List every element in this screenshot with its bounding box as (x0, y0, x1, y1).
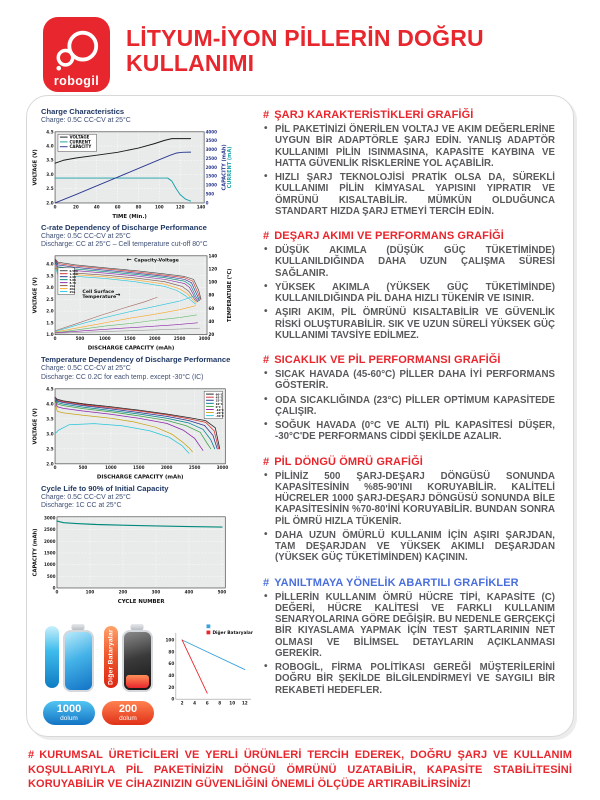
svg-text:25°C: 25°C (215, 399, 223, 403)
svg-text:20: 20 (168, 685, 175, 691)
svg-text:500: 500 (75, 336, 85, 342)
svg-text:Diğer Bataryalar: Diğer Bataryalar (212, 630, 253, 636)
svg-text:TIME (Min.): TIME (Min.) (112, 213, 147, 219)
svg-text:2500: 2500 (173, 336, 186, 342)
svg-text:40: 40 (168, 673, 175, 679)
chart-title: Charge Characteristics (41, 107, 125, 116)
bullet-item: • DÜŞÜK AKIMLA (DÜŞÜK GÜÇ TÜKETİMİNDE) KULLANILDIĞINDA DAHA UZUN ÇALIŞMA SÜRESİ SAĞLANIR. (263, 245, 555, 279)
svg-text:CAPACITY (mAh): CAPACITY (mAh) (221, 143, 228, 191)
header (0, 0, 600, 95)
svg-text:CURRENT (mA): CURRENT (mA) (227, 146, 233, 188)
svg-text:1.0: 1.0 (46, 332, 54, 338)
svg-text:80: 80 (208, 292, 215, 298)
svg-text:15A: 15A (69, 285, 76, 289)
svg-text:12: 12 (241, 701, 248, 707)
svg-text:140: 140 (196, 203, 206, 209)
svg-text:3000: 3000 (44, 515, 56, 521)
svg-text:VOLTAGE: VOLTAGE (69, 134, 90, 140)
svg-text:2500: 2500 (205, 155, 218, 161)
svg-text:CYCLE NUMBER: CYCLE NUMBER (117, 599, 165, 605)
svg-text:10°C: 10°C (215, 402, 223, 406)
bullet-item: • PİLİNİZ 500 ŞARJ-DEŞARJ DÖNGÜSÜ SONUNDA KAPASİTESİNİN %85-90'INI KORUYABİLİR. KALİTELİ HÜCRELER 1000 ŞARJ-DEŞARJ DÖNGÜSÜ SONUNDA BİLE KAPASİTESİNİN %70-80'İNİ KORUYABİLİR. BUNDAN SONRA PİL ÖMRÜ HIZLA TÜKENİR. (263, 471, 555, 527)
svg-text:500: 500 (78, 464, 88, 470)
svg-text:1000: 1000 (105, 464, 117, 470)
chart-subtitle: Charge: 0.5C CC-CV at 25°C (41, 232, 131, 240)
crate-discharge-chart (31, 251, 233, 351)
full-battery-illustration (63, 630, 94, 692)
svg-text:60: 60 (208, 306, 215, 312)
svg-text:500: 500 (217, 589, 227, 595)
svg-text:60: 60 (114, 203, 121, 209)
svg-text:Cell Surface: Cell Surface (82, 290, 115, 296)
svg-text:25A: 25A (69, 291, 76, 295)
svg-text:0.58A: 0.58A (69, 270, 78, 274)
svg-text:DISCHARGE CAPACITY (mAh): DISCHARGE CAPACITY (mAh) (87, 345, 175, 352)
svg-text:0: 0 (53, 464, 57, 470)
svg-text:CAPACITY: CAPACITY (69, 143, 92, 149)
svg-text:VOLTAGE (V): VOLTAGE (V) (32, 277, 39, 314)
svg-text:200: 200 (118, 589, 128, 595)
chart-subtitle: Charge: 0.5C CC-CV at 25°C (41, 116, 131, 124)
svg-text:2500: 2500 (188, 464, 201, 470)
charts-column (31, 102, 255, 730)
svg-text:400: 400 (184, 589, 194, 595)
svg-text:20: 20 (208, 332, 215, 338)
svg-text:1.45A: 1.45A (69, 273, 78, 277)
svg-text:20: 20 (73, 203, 79, 209)
text-column (255, 102, 563, 730)
charge-characteristics-chart (31, 127, 233, 219)
svg-text:3000: 3000 (198, 336, 211, 342)
svg-text:4000: 4000 (205, 128, 218, 134)
chart-subtitle: Charge: 0.5C CC-CV at 25°C (41, 365, 131, 372)
svg-text:3.5: 3.5 (46, 273, 54, 279)
svg-text:3.0: 3.0 (46, 430, 54, 436)
svg-text:8: 8 (218, 701, 222, 707)
section-heading: # SICAKLIK VE PİL PERFORMANSI GRAFİĞİ (263, 354, 501, 366)
cycle-badge-200: 200 dolum (102, 701, 154, 725)
section-yaniltici-grafikler (263, 577, 555, 696)
section-sarj-karakteristikleri (263, 109, 555, 217)
svg-text:3000: 3000 (216, 464, 229, 470)
svg-text:1000: 1000 (44, 562, 56, 568)
svg-text:100: 100 (154, 203, 164, 209)
bullet-item: • YÜKSEK AKIMLA (YÜKSEK GÜÇ TÜKETİMİNDE) KULLANILDIĞINDA PİL DAHA HIZLI TÜKENİR VE ISINIR. (263, 282, 555, 305)
svg-text:500: 500 (205, 191, 215, 197)
robogil-logo (43, 17, 110, 92)
svg-text:20A: 20A (69, 288, 76, 292)
footer-note: # KURUMSAL ÜRETİCİLERİ VE YERLİ ÜRÜNLERİ TERCİH EDEREK, DOĞRU ŞARJ VE KULLANIM KOŞULLARIYLA PİL PAKETİNİZİN DÖNGÜ ÖMRÜNÜ UZATABİLİR, KAPASİTE STABİLİTESİNİ KORUYABİLİR VE CİHAZINIZIN GÜVENLİĞİNİ ÖNEMLİ ÖLÇÜDE ARTIRABİLİRSİNİZ! (28, 749, 572, 791)
svg-text:CAPACITY (mAh): CAPACITY (mAh) (32, 528, 39, 577)
svg-text:2.5: 2.5 (46, 185, 54, 191)
svg-text:-20°C: -20°C (215, 411, 224, 415)
svg-text:2.5: 2.5 (46, 297, 54, 303)
svg-text:3500: 3500 (205, 137, 218, 143)
svg-text:3.0: 3.0 (46, 171, 54, 177)
bullet-item: • PİL PAKETİNİZİ ÖNERİLEN VOLTAJ VE AKIM DEĞERLERİNE UYGUN BİR ADAPTÖRLE ŞARJ EDİN. YANLIŞ ADAPTÖR KULLANIMI PİLİN ISINMASINA, KAPASİTE KAYBINA VE HATTA GÜVENLİK RİSKLERİNE YOL AÇABİLİR. (263, 124, 555, 169)
svg-text:VOLTAGE (V): VOLTAGE (V) (32, 148, 39, 186)
bullet-item: • AŞIRI AKIM, PİL ÖMRÜNÜ KISALTABİLİR VE GÜVENLİK RİSKİ OLUŞTURABİLİR. SIK VE UZUN SÜRELİ YÜKSEK GÜÇ KULLANIMI TAVSİYE EDİLMEZ. (263, 307, 555, 341)
section-heading: # PİL DÖNGÜ ÖMRÜ GRAFİĞİ (263, 455, 423, 468)
svg-text:1500: 1500 (205, 173, 218, 179)
cycle-badge-1000: 1000 dolum (43, 701, 95, 725)
svg-text:4.5: 4.5 (46, 128, 54, 134)
svg-text:2.9A: 2.9A (69, 276, 77, 280)
chart-title: Cycle Life to 90% of Initial Capacity (41, 483, 169, 493)
battery-comparison-graphic (31, 609, 255, 725)
bullet-item: • ROBOGİL, FİRMA POLİTİKASI GEREĞİ MÜŞTERİLERİNİ DOĞRU BİR ŞEKİLDE BİLGİLENDİRMEYİ VE SAYGILI BİR REKABETİ HEDEFLER. (263, 662, 555, 696)
svg-text:CURRENT: CURRENT (69, 138, 91, 144)
section-heading: # YANILTMAYA YÖNELİK ABARTILI GRAFİKLER (263, 576, 519, 589)
svg-text:500: 500 (46, 573, 56, 579)
svg-text:TEMPERATURE (°C): TEMPERATURE (°C) (227, 268, 233, 323)
svg-text:2: 2 (180, 701, 184, 707)
bullet-item: • SOĞUK HAVADA (0°C VE ALTI) PİL KAPASİTESİ DÜŞER, -30°C'DE PERFORMANS CİDDİ ŞEKİLDE AZALIR. (263, 420, 555, 443)
content-card (26, 95, 574, 737)
bullet-item: • DAHA UZUN ÖMÜRLÜ KULLANIM İÇİN AŞIRI ŞARJDAN, TAM DEŞARJDAN VE YÜKSEK AKIMLI DEŞARJDAN (YÜKSEK GÜÇ TÜKETİMİNDEN) KAÇININ. (263, 530, 555, 564)
svg-text:0: 0 (205, 199, 209, 205)
logo-wordmark: robogil (53, 73, 100, 88)
chart-title: C-rate Dependency of Discharge Performance (41, 222, 207, 232)
svg-text:60: 60 (168, 661, 175, 667)
svg-text:4.0: 4.0 (46, 261, 54, 267)
svg-text:←: ← (126, 256, 132, 264)
svg-text:8.7A: 8.7A (69, 282, 77, 286)
svg-text:100: 100 (165, 637, 175, 643)
bullet-item: • PİLLERİN KULLANIM ÖMRÜ HÜCRE TİPİ, KAPASİTE (C) DEĞERİ, HÜCRE KALİTESİ VE FARKLI KULLANIM SENARYOLARINA GÖRE DEĞİŞİR. BU NEDENLE GERÇEKÇİ BİR KIYASLAMA YAPMAK İÇİN TEST ŞARTLARININ NET OLMASI VE BİLİMSEL DETAYLARIN AÇIKLANMASI GEREKİR. (263, 592, 555, 660)
svg-text:0: 0 (53, 336, 57, 342)
other-battery-group (102, 619, 154, 725)
svg-text:4.0: 4.0 (46, 400, 54, 406)
svg-text:100: 100 (208, 279, 218, 285)
svg-text:0: 0 (55, 589, 59, 595)
svg-text:3.5: 3.5 (46, 415, 54, 421)
svg-text:3.0: 3.0 (46, 285, 54, 291)
svg-text:3.5: 3.5 (46, 157, 54, 163)
svg-text:1500: 1500 (124, 336, 136, 342)
svg-text:1000: 1000 (99, 336, 111, 342)
svg-text:1500: 1500 (133, 464, 145, 470)
svg-text:-10°C: -10°C (215, 408, 224, 412)
svg-text:300: 300 (151, 589, 161, 595)
svg-text:1.5: 1.5 (46, 320, 54, 326)
svg-text:2000: 2000 (160, 464, 173, 470)
chart-subtitle: Charge: 0.5C CC-CV at 25°C (41, 493, 131, 501)
robogil-battery-group (43, 619, 95, 725)
battery-cap (72, 624, 85, 630)
svg-text:4.5: 4.5 (46, 385, 54, 391)
svg-text:2000: 2000 (148, 336, 161, 342)
section-desarj-akimi (263, 230, 555, 341)
svg-text:0: 0 (52, 585, 56, 591)
page-title: LİTYUM-İYON PİLLERİN DOĞRU KULLANIMI (126, 25, 484, 76)
depleted-battery-illustration (122, 630, 153, 692)
svg-text:2.5: 2.5 (46, 445, 54, 451)
bullet-item: • HIZLI ŞARJ TEKNOLOJİSİ PRATİK OLSA DA, SÜREKLİ KULLANIMI PİLİN KİMYASAL YAPISINI YIPRATIR VE ÖMRÜNÜ KISALTABİLİR. MÜMKÜN OLDUĞUNCA STANDART HIZDA ŞARJ ETMEYİ TERCİH EDİN. (263, 172, 555, 217)
svg-text:2.0: 2.0 (46, 460, 54, 466)
section-heading: # ŞARJ KARAKTERİSTİKLERİ GRAFİĞİ (263, 109, 474, 121)
svg-text:120: 120 (208, 266, 218, 272)
svg-text:40: 40 (208, 319, 215, 325)
svg-text:→: → (115, 291, 121, 299)
robogil-logo-mark (48, 26, 106, 74)
svg-text:45°C: 45°C (215, 396, 223, 400)
svg-text:2000: 2000 (205, 164, 218, 170)
section-sicaklik-performans (263, 354, 555, 443)
svg-text:2500: 2500 (44, 527, 56, 533)
cycle-comparison-chart (161, 619, 255, 725)
chart-title: Temperature Dependency of Discharge Performance (41, 355, 231, 365)
section-heading: # DEŞARJ AKIMI VE PERFORMANS GRAFİĞİ (263, 230, 504, 242)
svg-text:Temperature: Temperature (82, 295, 117, 301)
svg-text:80: 80 (135, 203, 142, 209)
svg-text:0°C: 0°C (215, 405, 221, 409)
svg-text:2.0: 2.0 (46, 199, 54, 205)
svg-text:4.0: 4.0 (46, 143, 54, 149)
red-gradient-bar (104, 626, 118, 688)
svg-text:140: 140 (208, 253, 218, 259)
section-dongu-omru (263, 456, 555, 564)
temperature-discharge-chart (31, 384, 233, 480)
battery-low-fill (126, 675, 149, 688)
figure-cycle-life (31, 484, 255, 605)
other-batteries-label: Diğer Bataryalar (107, 628, 114, 685)
svg-text:Capacity-Voltage: Capacity-Voltage (134, 258, 179, 264)
svg-text:3000: 3000 (205, 146, 218, 152)
chart-subtitle: Discharge: 1C CC at 25°C (41, 502, 122, 510)
svg-text:100: 100 (85, 589, 95, 595)
svg-text:1500: 1500 (44, 550, 56, 556)
figure-charge-characteristics (31, 107, 255, 219)
svg-text:2.0: 2.0 (46, 308, 54, 314)
svg-text:40: 40 (93, 203, 100, 209)
figure-crate-discharge (31, 223, 255, 351)
svg-text:VOLTAGE (V): VOLTAGE (V) (32, 407, 39, 445)
svg-text:60°C: 60°C (215, 393, 223, 397)
svg-text:5.8A: 5.8A (69, 279, 77, 283)
svg-text:120: 120 (175, 203, 185, 209)
figure-temperature-discharge (31, 355, 255, 480)
svg-text:4: 4 (193, 701, 197, 707)
svg-text:0: 0 (171, 697, 175, 703)
chart-subtitle: Discharge: CC at 25°C – Cell temperature cut-off 80°C (41, 241, 208, 249)
svg-text:1000: 1000 (205, 182, 218, 188)
blue-gradient-bar (45, 626, 59, 688)
svg-text:80: 80 (168, 649, 175, 655)
svg-text:6: 6 (205, 701, 209, 707)
battery-cap (131, 624, 144, 630)
bullet-item: • SICAK HAVADA (45-60°C) PİLLER DAHA İYİ PERFORMANS GÖSTERİR. (263, 369, 555, 392)
chart-subtitle: Discharge: CC 0.2C for each temp. except -30°C (IC) (41, 373, 204, 381)
svg-text:DISCHARGE CAPACITY (mAh): DISCHARGE CAPACITY (mAh) (96, 474, 184, 480)
svg-text:0: 0 (53, 203, 57, 209)
svg-text:10: 10 (229, 701, 236, 707)
svg-text:2000: 2000 (44, 538, 56, 544)
svg-text:-30°C: -30°C (215, 414, 224, 418)
bullet-item: • ODA SICAKLIĞINDA (23°C) PİLLER OPTİMUM KAPASİTEDE ÇALIŞIR. (263, 395, 555, 418)
cycle-life-chart (31, 512, 233, 604)
